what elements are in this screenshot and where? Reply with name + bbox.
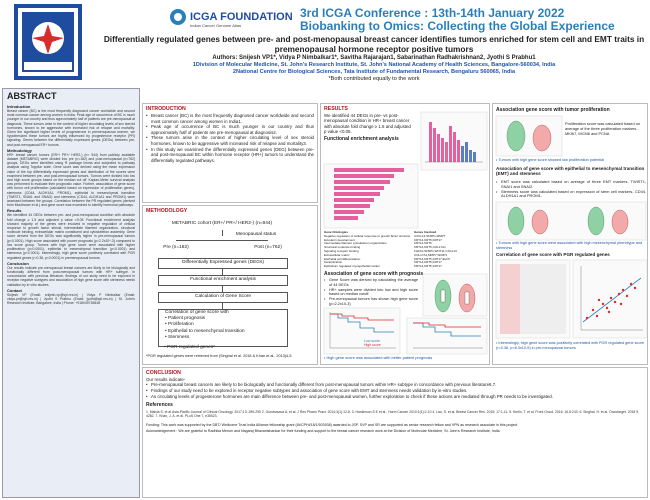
go-term: Intermediate filament cytoskeleton organization — [324, 241, 387, 246]
conclusion-bullet: • Findings of our study need to be explored in receptor negative subtypes and association of gene score with EMT and stemness needs validation by in-vitro studies. — [143, 388, 647, 394]
conclusion-panel — [142, 367, 648, 498]
prognosis-bullet: • Pre-menopausal tumors has shown high gene score (p=2.2x10-3) — [321, 297, 421, 307]
pgr-heatmap — [496, 260, 570, 338]
go-term: Extracellular matrix — [324, 252, 350, 257]
pgr-caption: • Interestingly, high gene score was positively correlated with PGR regulated gene score (r=0.36, p<8.3x10-5) in pre-menopausal tumors — [496, 341, 644, 350]
violin-score-plot — [423, 274, 487, 316]
flow-correlation-item-text: Stemness — [168, 334, 190, 340]
abstract-conclusion-text: Our results indicate pre-menopausal breast cancers are likely to be biologically and functionally different from post-menopausal tumors with HR+ subtype. In concordance with previous literature, findings of our study need to be explored in receptor negative subtypes and association of high gene score with stemness needs validation by in vitro studies. — [7, 265, 135, 287]
references-text: 1. Malvia S, et al.Asia-Pacific Journal of Clinical Oncology. 2017;13: 289-295 2. Gurubasava A, et al. J Res Pharm Pract. 2014;3(1):12-8. 3. Hankinson S E et al., Horm Cancer 2010;1(1):2-10 4. Lao, S. et al. Breast Cancer Res. 2015; 17:1-11. 5. Kerlin, T. et al. Front Oncol. 2016; 16,6:243. 6. Singhal, H. et al. Oncotarget. 2018 9, 4282. 7. Khan, J. A. et al. PLoS One 7, e36523. — [146, 410, 640, 419]
abstract-conclusion-heading: Conclusion — [7, 260, 29, 266]
right-results-panel — [492, 103, 648, 365]
results-deg-text: We identified 44 DEGs in pre- vs post-menopausal condition in HR+ breast cancer with absolute fold change ≥ 1.5 and adjusted p value <0.05. — [324, 113, 411, 135]
emt-title: Association of gene score with epithelial to mesenchymal transition (EMT) and stemness — [496, 166, 645, 177]
flow-gene-score: Calculation of Gene Score — [158, 292, 288, 303]
prognosis-caption-text: High gene score was associated with better patient prognosis — [326, 355, 433, 360]
introduction-title: INTRODUCTION — [146, 106, 186, 112]
go-genes: FGF10,SFRP1,WNT11,CXCL13 — [414, 248, 457, 253]
conclusion-lead: Our results indicate- — [146, 377, 186, 382]
go-term: Keratinization — [324, 260, 343, 265]
methodology-footnote: *PGR regulated genes were retrieved from (Singhal et al. 2018 & Khan et al., 2013)4,5. — [146, 354, 293, 358]
flow-correlation-item-text: Patient prognosis — [168, 316, 206, 322]
go-genes: COL17A1,MMP7,SFRP1 — [414, 252, 448, 257]
poster-title-line2: premenopausal hormone receptor positive tumors — [274, 44, 474, 54]
go-genes: CXCL13,SFRP1,MMP7 — [414, 233, 446, 238]
go-term: Signaling receptor binding — [324, 248, 359, 253]
flow-functional-enrichment: Functional enrichment analysis — [158, 275, 288, 286]
flow-menopausal-status: Menopausal status — [226, 231, 286, 240]
flow-deg: Differentially Expressed genes (DEGs) — [158, 258, 288, 269]
proliferation-caption-text: Tumors with high gene score showed low proliferation potential — [498, 158, 605, 162]
flow-correlation-box — [158, 309, 288, 347]
proliferation-text: Proliferation score was calculated based on average of the three proliferation markers - MKI67, MCM6 and PCNA — [565, 121, 641, 136]
affiliation-2: 2National Centre for Biological Sciences, Tata Institute of Fundamental Research, Bengaluru 560065, India — [232, 69, 516, 75]
funding-text: Funding: This work was supported by the DBT/ Wellcome Trust India Alliance fellowship grant (IA/CPHI/18/1/503938) awarded to JSP. SVP and SR are supported as senior research fellow and VPN as research associate in this project — [146, 422, 518, 427]
results-title: RESULTS — [324, 106, 348, 112]
icga-logo-text: ICGA FOUNDATION — [190, 11, 293, 23]
km-legend-low: Low score — [364, 339, 380, 343]
author-block — [100, 55, 648, 83]
heatmap-cells — [500, 264, 566, 334]
prognosis-bullet: • HR+ samples were divided into low and high score based on median cutoff. — [321, 288, 421, 298]
flow-correlation-item: • Epithelial to mesenchymal transition — [165, 328, 245, 334]
references-title: References — [146, 402, 173, 409]
intro-bullet: • These tumors arise in the context of higher circulating level of sex steroid hormones, known to be aggressive with increased risk of relapse and mortality3. — [143, 135, 317, 146]
methodology-title: METHODOLOGY — [146, 208, 188, 214]
proliferation-title: Association gene score with tumor proliferation — [496, 107, 610, 113]
abstract-method-heading: Methodology — [7, 147, 32, 153]
km-legend-high: High score — [364, 343, 381, 347]
abstract-panel — [2, 88, 140, 498]
pgr-title: Correlation of gene score with PGR regulated genes — [496, 252, 610, 257]
enrichment-bar-chart — [324, 164, 418, 228]
results-panel — [320, 103, 490, 365]
prognosis-caption: • High gene score was associated with better patient prognosis — [324, 355, 433, 360]
go-genes: KRT14,KRT5,KRT17 — [414, 237, 442, 242]
emt-caption-text: Tumors with high gene score were associated with high mesenchymal phenotype and stemness — [496, 241, 643, 250]
abstract-intro-heading: Introduction — [7, 104, 31, 109]
go-term: Ectoderm development — [324, 237, 355, 242]
go-genes: KRT14,KRT5 — [414, 241, 432, 246]
emt-bullets — [493, 180, 649, 199]
go-col-header: Gene Ontologies — [324, 230, 349, 234]
prognosis-bullet: • Gene Score was derived by calculating the average of 44 DEGs — [321, 278, 421, 288]
conclusion-bullet: • As circulating levels of progesterone hormones are main difference between pre- and post-menopausal women, further exploration to check if these actions are mediated through PR needs to be investigated. — [143, 394, 647, 400]
flow-correlation-title: Correlation of gene score with — [165, 310, 229, 315]
abstract-contact-text: Snijesh VP (Email: snijesh.vp@sjri.res.in) | Vidya P Nimbalkar (Email: vidya.pn@sjri.res.in) | Jyothi S Prabhu (Email: jyothi@sjri.res.in) | St. John's Research Institute, Bangalore, India | Phone: +918049735848 — [7, 292, 135, 306]
conclusion-bullet: • Pre-menopausal breast cancers are likely to be biologically and functionally different from post-menopausal tumors within HR+ subtype in concordance with previous literature6,7. — [143, 382, 647, 388]
flow-post: Post (n=762) — [242, 244, 294, 254]
emt-bullet: • EMT score was calculated based on average of three EMT markers- TWIST1, SNAI1 and SNAI2. — [493, 180, 649, 190]
go-genes: KRT14,KRT5,COL17A1 — [414, 245, 446, 250]
prognosis-title: Association of gene score with prognosis — [324, 271, 424, 277]
functional-enrichment-title: Functional enrichment analysis — [324, 135, 399, 142]
go-term: Epithelium regulated myoepithelial marker — [324, 264, 380, 269]
intro-bullet: • Breast cancer (BC) is the most frequently diagnosed cancer worldwide and second most common cancer among women in India1. — [143, 113, 317, 124]
conference-subtitle: Biobanking to Omics: Collecting the Global Experience — [300, 19, 615, 33]
pgr-scatter-plot — [573, 260, 647, 338]
affiliation-1: 1Division of Molecular Medicine, St. John's Research Institute, St. John's National Academy of Health Sciences, Bangalore-560034, India — [192, 62, 556, 68]
abstract-results-text: We identified 44 DEGs between pre- and post-menopausal condition with absolute fold change ≥ 1.5 and adjusted p value <0.05. Functional enrichment analysis showed majority of the genes were involved in negative regulation of cellular response to growth factor stimuli, intermediate filament organization, structural molecule binding, extracellular matrix constituent and cytoskeleton assembly. Gene score derived from the DEGs was significantly higher in pre-menopausal tumors (p<0.0001). High score associated with poorer prognosis (p=2.2x10^-3) compared to low score group. Tumors with high gene score were associated with higher proliferation (p=0.0001), epithelial to mesenchymal transition (p<0.0001) and stemness (p<0.0001). Interestingly, high gene score positively correlated with PGR regulated genes (r=0.36, p<0.0001) in premenopausal tumors. — [7, 213, 135, 260]
km-survival-plot-2 — [407, 318, 487, 354]
conclusion-title: CONCLUSION — [146, 370, 181, 376]
conference-name: 3rd ICGA Conference : 13th-14th January 2022 — [300, 6, 565, 20]
institution-logo — [4, 2, 92, 82]
go-table-row — [324, 265, 488, 269]
methodology-flowchart — [142, 218, 318, 363]
abstract-intro-text: Breast cancer (BC) is the most frequently diagnosed cancer worldwide and second most common cancer among women in India. Peak age of occurrence of BC is much younger in our country and thus approximately half of patients are pre-menopausal at diagnosis. These tumors arise in the context of higher circulating levels of sex steroid hormones, known to be aggressive with increased risk of relapse and mortality. Given the significant higher levels of progesterone in premenopausal women, we hypothesized these tumors are highly influenced by progesterone receptor (PR) signaling. Genes between the differentially expressed genes (DEGs) between pre- and post-menopausal ER+ tumors. — [7, 109, 135, 147]
flow-correlation-item: • Patient prognosis — [165, 316, 206, 322]
acknowledgement-text: Acknowledgement : We are grateful to Radhika Menon and Nagaraj Bhavanishankar for their funding and support to the breast cancer research work at the Division of Molecular Medicine, St. John's Research Institute, India — [146, 429, 500, 433]
proliferation-violin — [496, 116, 562, 156]
volcano-plot — [421, 112, 487, 170]
go-col-header: Genes Involved — [414, 230, 437, 234]
go-genes: KRT14,KRT5,KRT17,ELF5 — [414, 256, 450, 261]
km-survival-plot — [324, 308, 400, 354]
flow-correlation-item-text: Epithelial to mesenchymal transition — [168, 328, 245, 334]
poster-title — [100, 34, 648, 54]
abstract-results-heading: Results — [7, 208, 22, 214]
abstract-method-text: HR+ breast cancer tumors (ER+/ PR+/ HER2-) (n= 944) from publicly available dataset (METABRIC) were divided into pre (n=182) and post-menopausal (n=762) groups. DEGs were identified using R package limma and subjected to pathway analysis using Toppfun suite. Gene score was derived using the mean expression value of the top differentially expressed genes and distribution of the scores were examined between pre- and post-menopausal tumors. Tumors were divided into low and high score groups based on the median cut off. Kaplan-Meier survival analysis was performed to evaluate their prognostic value. Further, association of gene score with tumor cell proliferation (calculated based on expression of proliferation genes), stemness (CD44, ALDH1A1, PROM1), epithelial to mesenchymal transition (TWIST1, SNAI1 and SNAI2) and stemness (CD44, ALDH1A1 and PROM1) were assessed between the groups. Correlation between the PR regulated genes (derived from Moulbauer et al.) and gene score was examined to identify hormonal pathways. — [7, 152, 135, 208]
abstract-title: ABSTRACT — [7, 91, 57, 101]
go-table-body — [324, 235, 488, 269]
icga-logo-sub: Indian Cancer Genome Atlas — [190, 23, 242, 28]
author-names: Authors: Snijesh VP1*, Vidya P Nimbalkar1*, Savitha Rajarajan1, Sabarinathan Radhakrishnan2, Jyothi S Prabhu1 — [212, 55, 536, 61]
introduction-panel — [142, 103, 318, 203]
equal-contribution-note: *Both contributed equally to the work — [328, 76, 420, 82]
emt-bullet: • Stemness score was calculated based on expression of stem cell markers- CD44, ALDH1A1 and PROM1. — [493, 190, 649, 200]
enrichment-table — [324, 164, 418, 228]
flow-correlation-item-text: Proliferation — [168, 322, 194, 328]
gene-ontology-table — [324, 231, 488, 269]
flow-correlation-item-text: PGR regulated genes* — [167, 345, 216, 350]
flow-correlation-item: • Stemness — [165, 334, 190, 340]
emt-violin-plots — [496, 202, 646, 240]
abstract-contact-heading: Contact — [7, 287, 22, 293]
go-term: Epithelial cell differentiation — [324, 256, 361, 261]
prognosis-bullets — [321, 278, 421, 307]
emt-caption: • Tumors with high gene score were associated with high mesenchymal phenotype and stemness — [496, 241, 643, 250]
flow-correlation-item: • Proliferation — [165, 322, 194, 328]
flow-connector — [222, 230, 223, 236]
intro-bullet: • Peak age of occurrence of BC is much younger in our country and thus approximately half of patients are pre-menopausal at diagnosis2. — [143, 124, 317, 135]
flow-pre: Pre (n=182) — [150, 244, 202, 254]
go-genes: KRT14,KRT5,KRT17 — [414, 260, 442, 265]
flow-cohort: METABRIC cohort (ER+/ PR+/ HER2-) (n=944) — [162, 220, 282, 230]
poster-title-line1: Differentially regulated genes between pre- and post-menopausal breast cancer identifies tumors enriched for stem cell and EMT traits in — [103, 34, 645, 44]
flow-connector — [176, 240, 268, 241]
pgr-caption-text: Interestingly, high gene score was positively correlated with PGR regulated gene score (r=0.36, p<8.3x10-5) in pre-menopausal tumors — [496, 341, 644, 350]
poster-header — [0, 0, 650, 90]
intro-bullet: • In this study we examined the differentially expressed genes (DEG) between pre- and post-menopausal BC within hormone receptor (HR+) tumors to understand the differentially regulated pathways. — [143, 147, 317, 164]
proliferation-caption: • Tumors with high gene score showed low proliferation potential — [496, 158, 605, 162]
icga-logo — [168, 4, 293, 30]
go-term: Structural molecule binding — [324, 245, 361, 250]
go-genes: KRT14,KRT5,KRT17 — [414, 264, 442, 269]
flow-correlation-item-pgr: • PGR regulated genes* — [164, 345, 216, 350]
go-term: Negative regulation of cellular response to growth factor stimulus — [324, 233, 411, 238]
